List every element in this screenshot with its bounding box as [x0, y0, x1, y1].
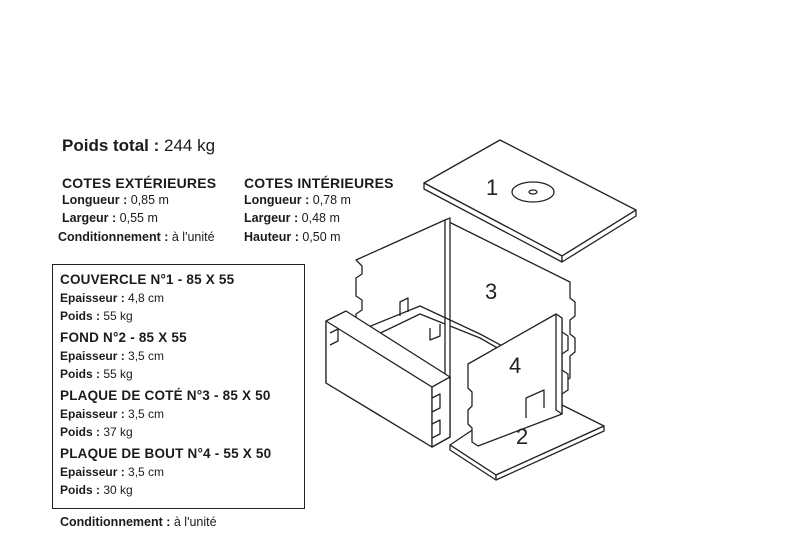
exterior-length-value: 0,85 m [127, 193, 169, 207]
footer-packaging [60, 515, 217, 529]
part-1-thickness-key: Epaisseur : [60, 291, 125, 305]
part-3-weight-key: Poids : [60, 425, 101, 439]
diagram-label-3: 3 [485, 279, 498, 304]
part-3-thickness-value: 3,5 cm [124, 407, 165, 421]
total-weight-label: Poids total : [62, 136, 160, 155]
interior-dimensions-title: COTES INTÉRIEURES [244, 175, 394, 191]
part-1-thickness-value: 4,8 cm [124, 291, 165, 305]
diagram-label-2: 2 [516, 424, 529, 449]
part-1-weight [60, 309, 133, 323]
exterior-width [62, 211, 158, 225]
part-1-title: COUVERCLE N°1 - 85 X 55 [60, 272, 235, 287]
exterior-width-key: Largeur : [62, 211, 117, 225]
interior-length-key: Longueur : [244, 193, 310, 207]
interior-width-value: 0,48 m [298, 211, 340, 225]
footer-packaging-value: à l'unité [170, 515, 217, 529]
part-3-title: PLAQUE DE COTÉ N°3 - 85 X 50 [60, 388, 271, 403]
interior-width-key: Largeur : [244, 211, 299, 225]
part-4-thickness-key: Epaisseur : [60, 465, 125, 479]
part-2-weight-value: 55 kg [100, 367, 133, 381]
part-4-weight [60, 483, 133, 497]
part-3-thickness-key: Epaisseur : [60, 407, 125, 421]
exterior-dimensions-title: COTES EXTÉRIEURES [62, 175, 217, 191]
exterior-length-key: Longueur : [62, 193, 128, 207]
exterior-packaging [58, 230, 215, 244]
lid-handle-center [529, 190, 537, 194]
part-3-weight [60, 425, 133, 439]
exterior-width-value: 0,55 m [116, 211, 158, 225]
exterior-packaging-value: à l'unité [168, 230, 215, 244]
part-4-title: PLAQUE DE BOUT N°4 - 55 X 50 [60, 446, 272, 461]
front-panel [326, 311, 450, 447]
part-2-title: FOND N°2 - 85 X 55 [60, 330, 187, 345]
part-3-thickness [60, 407, 164, 421]
crate-exploded-drawing [300, 128, 790, 488]
part-4-weight-value: 30 kg [100, 483, 133, 497]
part-2-thickness [60, 349, 164, 363]
total-weight [62, 136, 215, 156]
footer-packaging-key: Conditionnement : [60, 515, 171, 529]
total-weight-value: 244 kg [159, 136, 216, 155]
part-1-weight-value: 55 kg [100, 309, 133, 323]
part-1-weight-key: Poids : [60, 309, 101, 323]
exterior-packaging-key: Conditionnement : [58, 230, 169, 244]
part-2-thickness-key: Epaisseur : [60, 349, 125, 363]
interior-height-key: Hauteur : [244, 230, 299, 244]
part-3-weight-value: 37 kg [100, 425, 133, 439]
part-4-weight-key: Poids : [60, 483, 101, 497]
diagram-label-4: 4 [509, 353, 522, 378]
interior-height-value: 0,50 m [298, 230, 341, 244]
part-2-weight-key: Poids : [60, 367, 101, 381]
part-2-thickness-value: 3,5 cm [124, 349, 165, 363]
part-2-weight [60, 367, 133, 381]
part-1-thickness [60, 291, 164, 305]
interior-length-value: 0,78 m [309, 193, 351, 207]
part-4-thickness-value: 3,5 cm [124, 465, 165, 479]
exterior-length [62, 193, 169, 207]
diagram-label-1: 1 [486, 175, 499, 200]
part-4-thickness [60, 465, 164, 479]
